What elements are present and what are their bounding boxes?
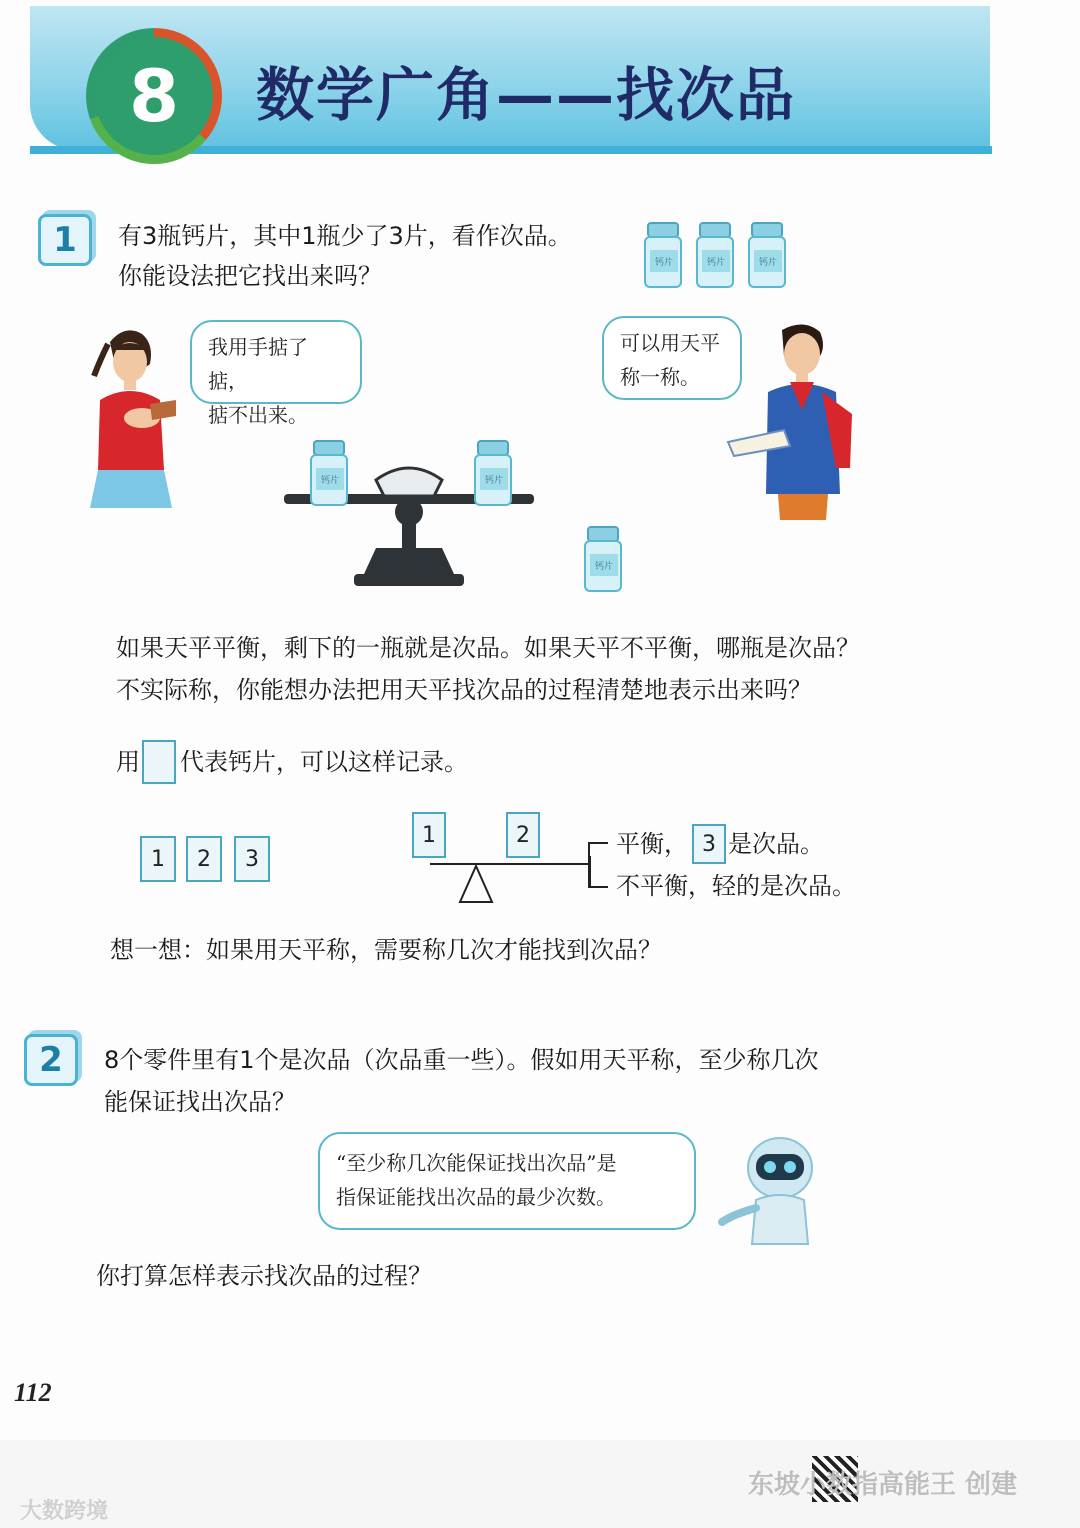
example-1-line1: 有3瓶钙片，其中1瓶少了3片，看作次品。 <box>118 222 572 250</box>
page-number: 112 <box>14 1378 52 1407</box>
example-2-badge <box>24 1034 78 1086</box>
example-2-number: 2 <box>39 1040 63 1080</box>
girl-speech-bubble <box>190 320 362 427</box>
bottle-icon: 钙片 <box>474 440 512 506</box>
bottle-icon: 钙片 <box>644 222 682 288</box>
bottle-icon: 钙片 <box>696 222 734 288</box>
example-2-line2: 能保证找出次品？ <box>104 1088 296 1116</box>
watermark-right: 东坡小数指高能王 创建 <box>748 1470 1018 1500</box>
chapter-badge-inner <box>95 37 213 155</box>
example-2-question: 你打算怎样表示找次品的过程？ <box>96 1262 432 1290</box>
robot-speech-bubble <box>318 1132 696 1230</box>
think-question: 想一想：如果用天平称，需要称几次才能找到次品？ <box>110 936 662 964</box>
example-1-line2: 你能设法把它找出来吗？ <box>118 262 382 290</box>
example-1-badge <box>38 214 92 266</box>
boy-bubble-line1: 可以用天平 <box>620 331 720 355</box>
example-2-line1: 8个零件里有1个是次品（次品重一些）。假如用天平称，至少称几次 <box>104 1046 819 1074</box>
bottle-icon: 钙片 <box>310 440 348 506</box>
scale-right-box: 2 <box>506 812 540 858</box>
robot-bubble-line1: “至少称几次能保证找出次品”是 <box>336 1151 617 1175</box>
pill-box-2: 2 <box>186 836 222 882</box>
robot-bubble-line2: 指保证能找出次品的最少次数。 <box>336 1185 616 1209</box>
watermark-left: 大数跨境 <box>20 1499 109 1524</box>
branch-balance-prefix: 平衡， <box>616 830 688 858</box>
chapter-badge <box>86 28 222 164</box>
branch-unbalance: 不平衡，轻的是次品。 <box>616 872 856 900</box>
bottle-icon: 钙片 <box>748 222 786 288</box>
example-1-number: 1 <box>53 220 77 260</box>
pill-box-3: 3 <box>234 836 270 882</box>
girl-bubble-line2: 掂不出来。 <box>208 403 308 427</box>
schematic-scale <box>400 856 610 910</box>
branch-balance-suffix: 是次品。 <box>728 830 824 858</box>
robot-illustration <box>716 1128 826 1248</box>
pill-box-1: 1 <box>140 836 176 882</box>
boy-speech-bubble <box>602 316 742 400</box>
paragraph-1: 如果天平平衡，剩下的一瓶就是次品。如果天平不平衡，哪瓶是次品？ <box>116 634 860 662</box>
girl-bubble-line1: 我用手掂了掂， <box>208 335 308 393</box>
branch-bracket <box>588 842 608 888</box>
bottle-icon: 钙片 <box>584 526 622 592</box>
record-prefix: 用 <box>116 748 140 776</box>
scale-left-box: 1 <box>412 812 446 858</box>
boy-bubble-line2: 称一称。 <box>620 365 700 389</box>
chapter-title: 数学广角——找次品 <box>256 61 797 129</box>
girl-illustration <box>80 320 190 520</box>
paragraph-2: 不实际称，你能想办法把用天平找次品的过程清楚地表示出来吗？ <box>116 676 812 704</box>
pill-symbol-box <box>142 740 176 784</box>
branch-balance-box: 3 <box>692 824 726 864</box>
chapter-number: 8 <box>128 54 180 138</box>
record-suffix: 代表钙片，可以这样记录。 <box>180 748 468 776</box>
boy-illustration <box>724 318 864 522</box>
